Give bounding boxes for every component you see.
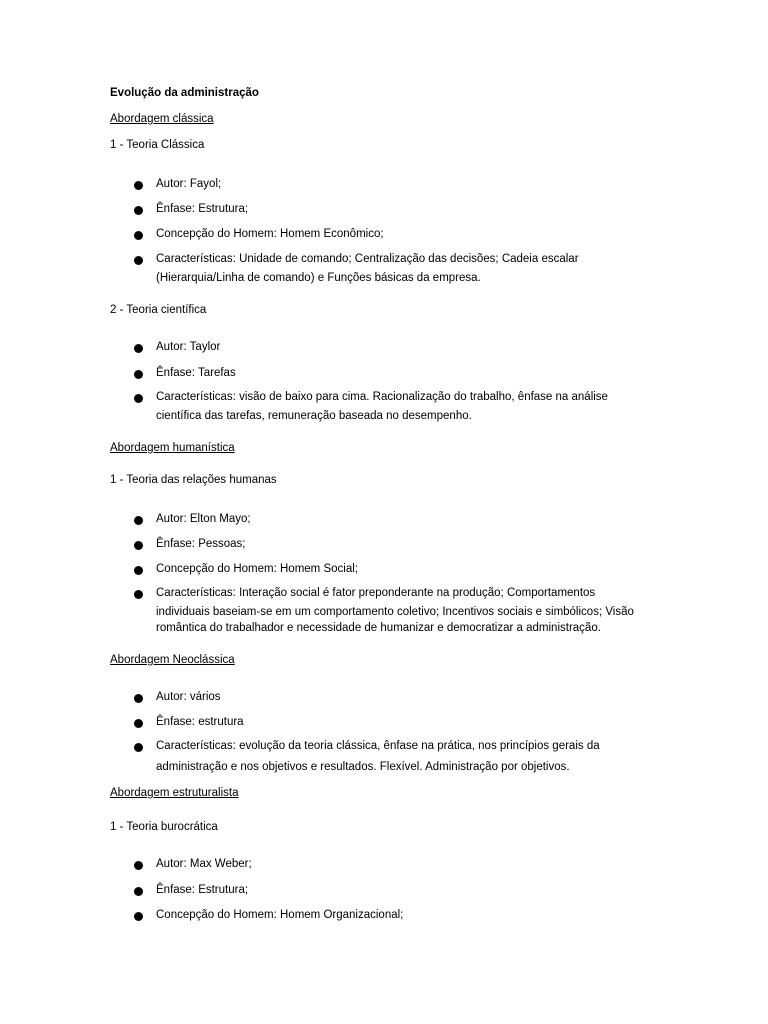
list-item: Características: Unidade de comando; Centralização das decisões; Cadeia escalar <box>156 253 579 265</box>
list-item: Concepção do Homem: Homem Social; <box>156 563 358 575</box>
bullet-icon <box>134 394 143 403</box>
bullet-icon <box>134 370 143 379</box>
bullet-icon <box>134 861 143 870</box>
list-item: Ênfase: Estrutura; <box>156 203 249 215</box>
list-item: Autor: Max Weber; <box>156 858 252 870</box>
list-item: Autor: Fayol; <box>156 178 222 190</box>
list-item-continuation: científica das tarefas, remuneração baseada no desempenho. <box>156 410 472 422</box>
list-item: Características: Interação social é fator preponderante na produção; Comportamentos <box>156 587 596 599</box>
bullet-icon <box>134 344 143 353</box>
list-item: Ênfase: Estrutura; <box>156 884 249 896</box>
bullet-icon <box>134 694 143 703</box>
section-heading-humanistica: Abordagem humanística <box>110 442 235 454</box>
subsection-label-relacoes-humanas: 1 - Teoria das relações humanas <box>110 474 277 486</box>
bullet-icon <box>134 231 143 240</box>
list-item: Ênfase: estrutura <box>156 716 244 728</box>
list-item: Autor: vários <box>156 691 221 703</box>
list-item: Concepção do Homem: Homem Organizacional; <box>156 909 404 921</box>
bullet-icon <box>134 566 143 575</box>
document-title: Evolução da administração <box>110 87 259 99</box>
bullet-icon <box>134 541 143 550</box>
bullet-icon <box>134 590 143 599</box>
bullet-icon <box>134 887 143 896</box>
section-heading-classica: Abordagem clássica <box>110 113 214 125</box>
subsection-label-teoria-classica: 1 - Teoria Clássica <box>110 139 205 151</box>
subsection-label-teoria-cientifica: 2 - Teoria científica <box>110 304 207 316</box>
list-item: Autor: Taylor <box>156 341 221 353</box>
list-item: Características: visão de baixo para cima. Racionalização do trabalho, ênfase na análise <box>156 391 608 403</box>
list-item: Características: evolução da teoria clássica, ênfase na prática, nos princípios gerais da <box>156 740 600 752</box>
section-heading-neoclassica: Abordagem Neoclássica <box>110 654 235 666</box>
list-item: Autor: Elton Mayo; <box>156 513 251 525</box>
bullet-icon <box>134 516 143 525</box>
bullet-icon <box>134 181 143 190</box>
bullet-icon <box>134 256 143 265</box>
section-heading-estruturalista: Abordagem estruturalista <box>110 787 239 799</box>
list-item-continuation: (Hierarquia/Linha de comando) e Funções básicas da empresa. <box>156 272 481 284</box>
list-item: Ênfase: Pessoas; <box>156 538 246 550</box>
bullet-icon <box>134 719 143 728</box>
bullet-icon <box>134 206 143 215</box>
subsection-label-teoria-burocratica: 1 - Teoria burocrática <box>110 821 218 833</box>
list-item: Ênfase: Tarefas <box>156 367 236 379</box>
bullet-icon <box>134 743 143 752</box>
list-item-continuation: administração e nos objetivos e resultados. Flexível. Administração por objetivos. <box>156 761 570 773</box>
list-item: Concepção do Homem: Homem Econômico; <box>156 228 384 240</box>
list-item-continuation: individuais baseiam-se em um comportamento coletivo; Incentivos sociais e simbólicos; Visão <box>156 606 634 618</box>
list-item-continuation: romântica do trabalhador e necessidade de humanizar e democratizar a administração. <box>156 622 601 634</box>
bullet-icon <box>134 912 143 921</box>
